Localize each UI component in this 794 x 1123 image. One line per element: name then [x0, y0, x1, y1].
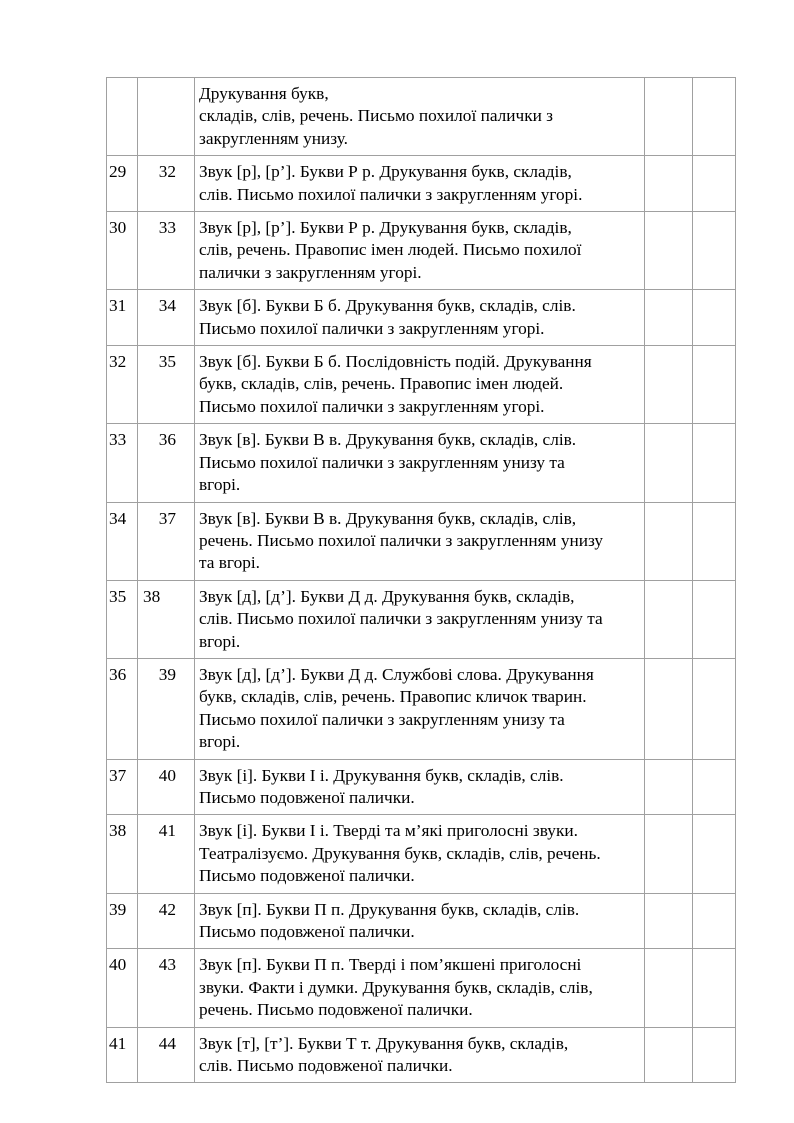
hour-number-cell — [138, 502, 195, 580]
table-row — [107, 658, 736, 759]
hour-number: 34 — [158, 296, 176, 316]
topic-line: закругленням унизу. — [199, 128, 348, 148]
empty-date-cell — [645, 424, 693, 502]
topic-text — [195, 581, 644, 658]
topic-line: Звук [п]. Букви П п. Тверді і пом’якшені приголосні — [199, 955, 582, 975]
topic-cell — [195, 78, 645, 156]
lesson-number: 31 — [109, 296, 127, 316]
lesson-number: 36 — [109, 664, 127, 684]
table-row — [107, 290, 736, 346]
table-row — [107, 893, 736, 949]
empty-date-cell — [645, 156, 693, 212]
hour-number — [138, 78, 194, 83]
lesson-number — [107, 78, 137, 83]
topic-text — [195, 156, 644, 211]
empty-date-cell — [645, 580, 693, 658]
topic-line: Звук [п]. Букви П п. Друкування букв, складів, слів. — [199, 899, 580, 919]
topic-cell — [195, 759, 645, 815]
table-row — [107, 502, 736, 580]
topic-line: вгорі. — [199, 475, 241, 495]
topic-text — [195, 503, 644, 580]
table-row — [107, 346, 736, 424]
hour-number-cell — [138, 290, 195, 346]
topic-line: букв, складів, слів, речень. Правопис кличок тварин. — [199, 687, 587, 707]
lesson-plan-table — [106, 77, 736, 1083]
topic-line: звуки. Факти і думки. Друкування букв, складів, слів, — [199, 977, 593, 997]
topic-line: Звук [д], [д’]. Букви Д д. Друкування букв, складів, — [199, 586, 575, 606]
lesson-number-cell — [107, 290, 138, 346]
empty-date-cell — [645, 346, 693, 424]
hour-number: 39 — [158, 664, 176, 684]
lesson-number: 34 — [109, 508, 127, 528]
hour-number: 42 — [158, 899, 176, 919]
hour-number-cell — [138, 658, 195, 759]
topic-cell — [195, 1027, 645, 1083]
topic-line: слів. Письмо подовженої палички. — [199, 1056, 453, 1076]
topic-line: Театралізуємо. Друкування букв, складів, слів, речень. — [199, 843, 601, 863]
hour-number: 43 — [158, 955, 176, 975]
topic-line: Звук [т], [т’]. Букви Т т. Друкування букв, складів, — [199, 1033, 569, 1053]
topic-line: Письмо похилої палички з закругленням угорі. — [199, 318, 545, 338]
topic-text — [195, 346, 644, 423]
empty-date-cell — [645, 815, 693, 893]
hour-number-cell — [138, 580, 195, 658]
hour-number-cell — [138, 815, 195, 893]
empty-note-cell — [693, 346, 736, 424]
hour-number: 37 — [158, 508, 176, 528]
lesson-number-cell — [107, 580, 138, 658]
topic-text — [195, 290, 644, 345]
topic-line: слів. Письмо похилої палички з закругленням унизу та — [199, 609, 603, 629]
empty-note-cell — [693, 1027, 736, 1083]
hour-number-cell — [138, 424, 195, 502]
topic-line: Звук [в]. Букви В в. Друкування букв, складів, слів. — [199, 430, 577, 450]
hour-number-cell — [138, 949, 195, 1027]
topic-cell — [195, 502, 645, 580]
topic-line: Письмо похилої палички з закругленням унизу та — [199, 452, 565, 472]
empty-date-cell — [645, 759, 693, 815]
hour-number: 35 — [158, 352, 176, 372]
empty-date-cell — [645, 893, 693, 949]
lesson-number: 39 — [109, 899, 127, 919]
topic-line: Звук [і]. Букви І і. Тверді та м’які приголосні звуки. — [199, 821, 578, 841]
topic-line: Письмо подовженої палички. — [199, 866, 415, 886]
empty-date-cell — [645, 502, 693, 580]
topic-line: Письмо подовженої палички. — [199, 787, 415, 807]
topic-text — [195, 424, 644, 501]
topic-text — [195, 78, 644, 155]
topic-line: Звук [р], [р’]. Букви Р р. Друкування букв, складів, — [199, 162, 572, 182]
topic-line: Звук [б]. Букви Б б. Друкування букв, складів, слів. — [199, 296, 576, 316]
lesson-number-cell — [107, 949, 138, 1027]
hour-number-cell — [138, 78, 195, 156]
lesson-number: 35 — [109, 586, 127, 606]
hour-number: 32 — [158, 162, 176, 182]
topic-line: палички з закругленням угорі. — [199, 262, 422, 282]
empty-date-cell — [645, 949, 693, 1027]
empty-note-cell — [693, 502, 736, 580]
empty-note-cell — [693, 759, 736, 815]
topic-line: вгорі. — [199, 631, 241, 651]
topic-line: Звук [б]. Букви Б б. Послідовність подій. Друкування — [199, 352, 592, 372]
hour-number-cell — [138, 893, 195, 949]
topic-text — [195, 894, 644, 949]
topic-text — [195, 949, 644, 1026]
topic-line: Звук [і]. Букви І і. Друкування букв, складів, слів. — [199, 765, 564, 785]
empty-date-cell — [645, 290, 693, 346]
hour-number: 40 — [158, 765, 176, 785]
lesson-number: 32 — [109, 352, 127, 372]
topic-text — [195, 659, 644, 759]
lesson-number-cell — [107, 658, 138, 759]
hour-number: 33 — [158, 218, 176, 238]
table-row — [107, 424, 736, 502]
hour-number-cell — [138, 759, 195, 815]
lesson-number-cell — [107, 78, 138, 156]
topic-cell — [195, 815, 645, 893]
topic-line: букв, складів, слів, речень. Правопис імен людей. — [199, 374, 564, 394]
topic-line: речень. Письмо подовженої палички. — [199, 1000, 473, 1020]
lesson-number-cell — [107, 502, 138, 580]
empty-note-cell — [693, 580, 736, 658]
topic-cell — [195, 346, 645, 424]
hour-number-cell — [138, 156, 195, 212]
hour-number-cell — [138, 1027, 195, 1083]
lesson-plan-body — [107, 78, 736, 1083]
lesson-number-cell — [107, 424, 138, 502]
empty-note-cell — [693, 156, 736, 212]
lesson-number: 29 — [109, 162, 127, 182]
topic-cell — [195, 893, 645, 949]
table-row — [107, 580, 736, 658]
topic-line: Письмо подовженої палички. — [199, 922, 415, 941]
topic-line: речень. Письмо похилої палички з закругленням унизу — [199, 530, 604, 550]
hour-number: 44 — [158, 1033, 176, 1053]
topic-cell — [195, 949, 645, 1027]
hour-number: 38 — [143, 586, 161, 606]
topic-text — [195, 815, 644, 892]
topic-line: вгорі. — [199, 732, 241, 752]
empty-note-cell — [693, 212, 736, 290]
lesson-number-cell — [107, 346, 138, 424]
topic-line: Друкування букв, — [199, 84, 329, 103]
lesson-number-cell — [107, 212, 138, 290]
empty-date-cell — [645, 212, 693, 290]
topic-text — [195, 212, 644, 289]
empty-date-cell — [645, 658, 693, 759]
topic-cell — [195, 212, 645, 290]
lesson-number-cell — [107, 1027, 138, 1083]
lesson-number-cell — [107, 759, 138, 815]
topic-line: Письмо похилої палички з закругленням унизу та — [199, 709, 565, 729]
lesson-number: 37 — [109, 765, 127, 785]
hour-number-cell — [138, 346, 195, 424]
lesson-number-cell — [107, 156, 138, 212]
topic-cell — [195, 424, 645, 502]
empty-note-cell — [693, 815, 736, 893]
empty-note-cell — [693, 78, 736, 156]
table-row — [107, 78, 736, 156]
topic-cell — [195, 156, 645, 212]
table-row — [107, 815, 736, 893]
empty-note-cell — [693, 424, 736, 502]
table-row — [107, 759, 736, 815]
empty-note-cell — [693, 290, 736, 346]
table-row — [107, 156, 736, 212]
empty-date-cell — [645, 78, 693, 156]
lesson-number-cell — [107, 893, 138, 949]
table-row — [107, 1027, 736, 1083]
lesson-number: 38 — [109, 821, 127, 841]
topic-text — [195, 760, 644, 815]
topic-line: слів. Письмо похилої палички з закругленням угорі. — [199, 184, 583, 204]
topic-cell — [195, 290, 645, 346]
lesson-number-cell — [107, 815, 138, 893]
topic-text — [195, 1028, 644, 1083]
empty-date-cell — [645, 1027, 693, 1083]
topic-line: та вгорі. — [199, 553, 260, 573]
topic-line: Звук [в]. Букви В в. Друкування букв, складів, слів, — [199, 508, 577, 528]
topic-line: складів, слів, речень. Письмо похилої палички з — [199, 106, 553, 126]
lesson-number: 40 — [109, 955, 127, 975]
empty-note-cell — [693, 949, 736, 1027]
hour-number-cell — [138, 212, 195, 290]
table-row — [107, 212, 736, 290]
hour-number: 41 — [158, 821, 176, 841]
hour-number: 36 — [158, 430, 176, 450]
lesson-number: 30 — [109, 218, 127, 238]
topic-line: слів, речень. Правопис імен людей. Письмо похилої — [199, 240, 582, 260]
topic-line: Звук [р], [р’]. Букви Р р. Друкування букв, складів, — [199, 218, 572, 238]
topic-line: Письмо похилої палички з закругленням угорі. — [199, 396, 545, 416]
lesson-number: 41 — [109, 1033, 127, 1053]
empty-note-cell — [693, 893, 736, 949]
table-row — [107, 949, 736, 1027]
lesson-number: 33 — [109, 430, 127, 450]
topic-cell — [195, 580, 645, 658]
empty-note-cell — [693, 658, 736, 759]
topic-line: Звук [д], [д’]. Букви Д д. Службові слова. Друкування — [199, 664, 594, 684]
topic-cell — [195, 658, 645, 759]
